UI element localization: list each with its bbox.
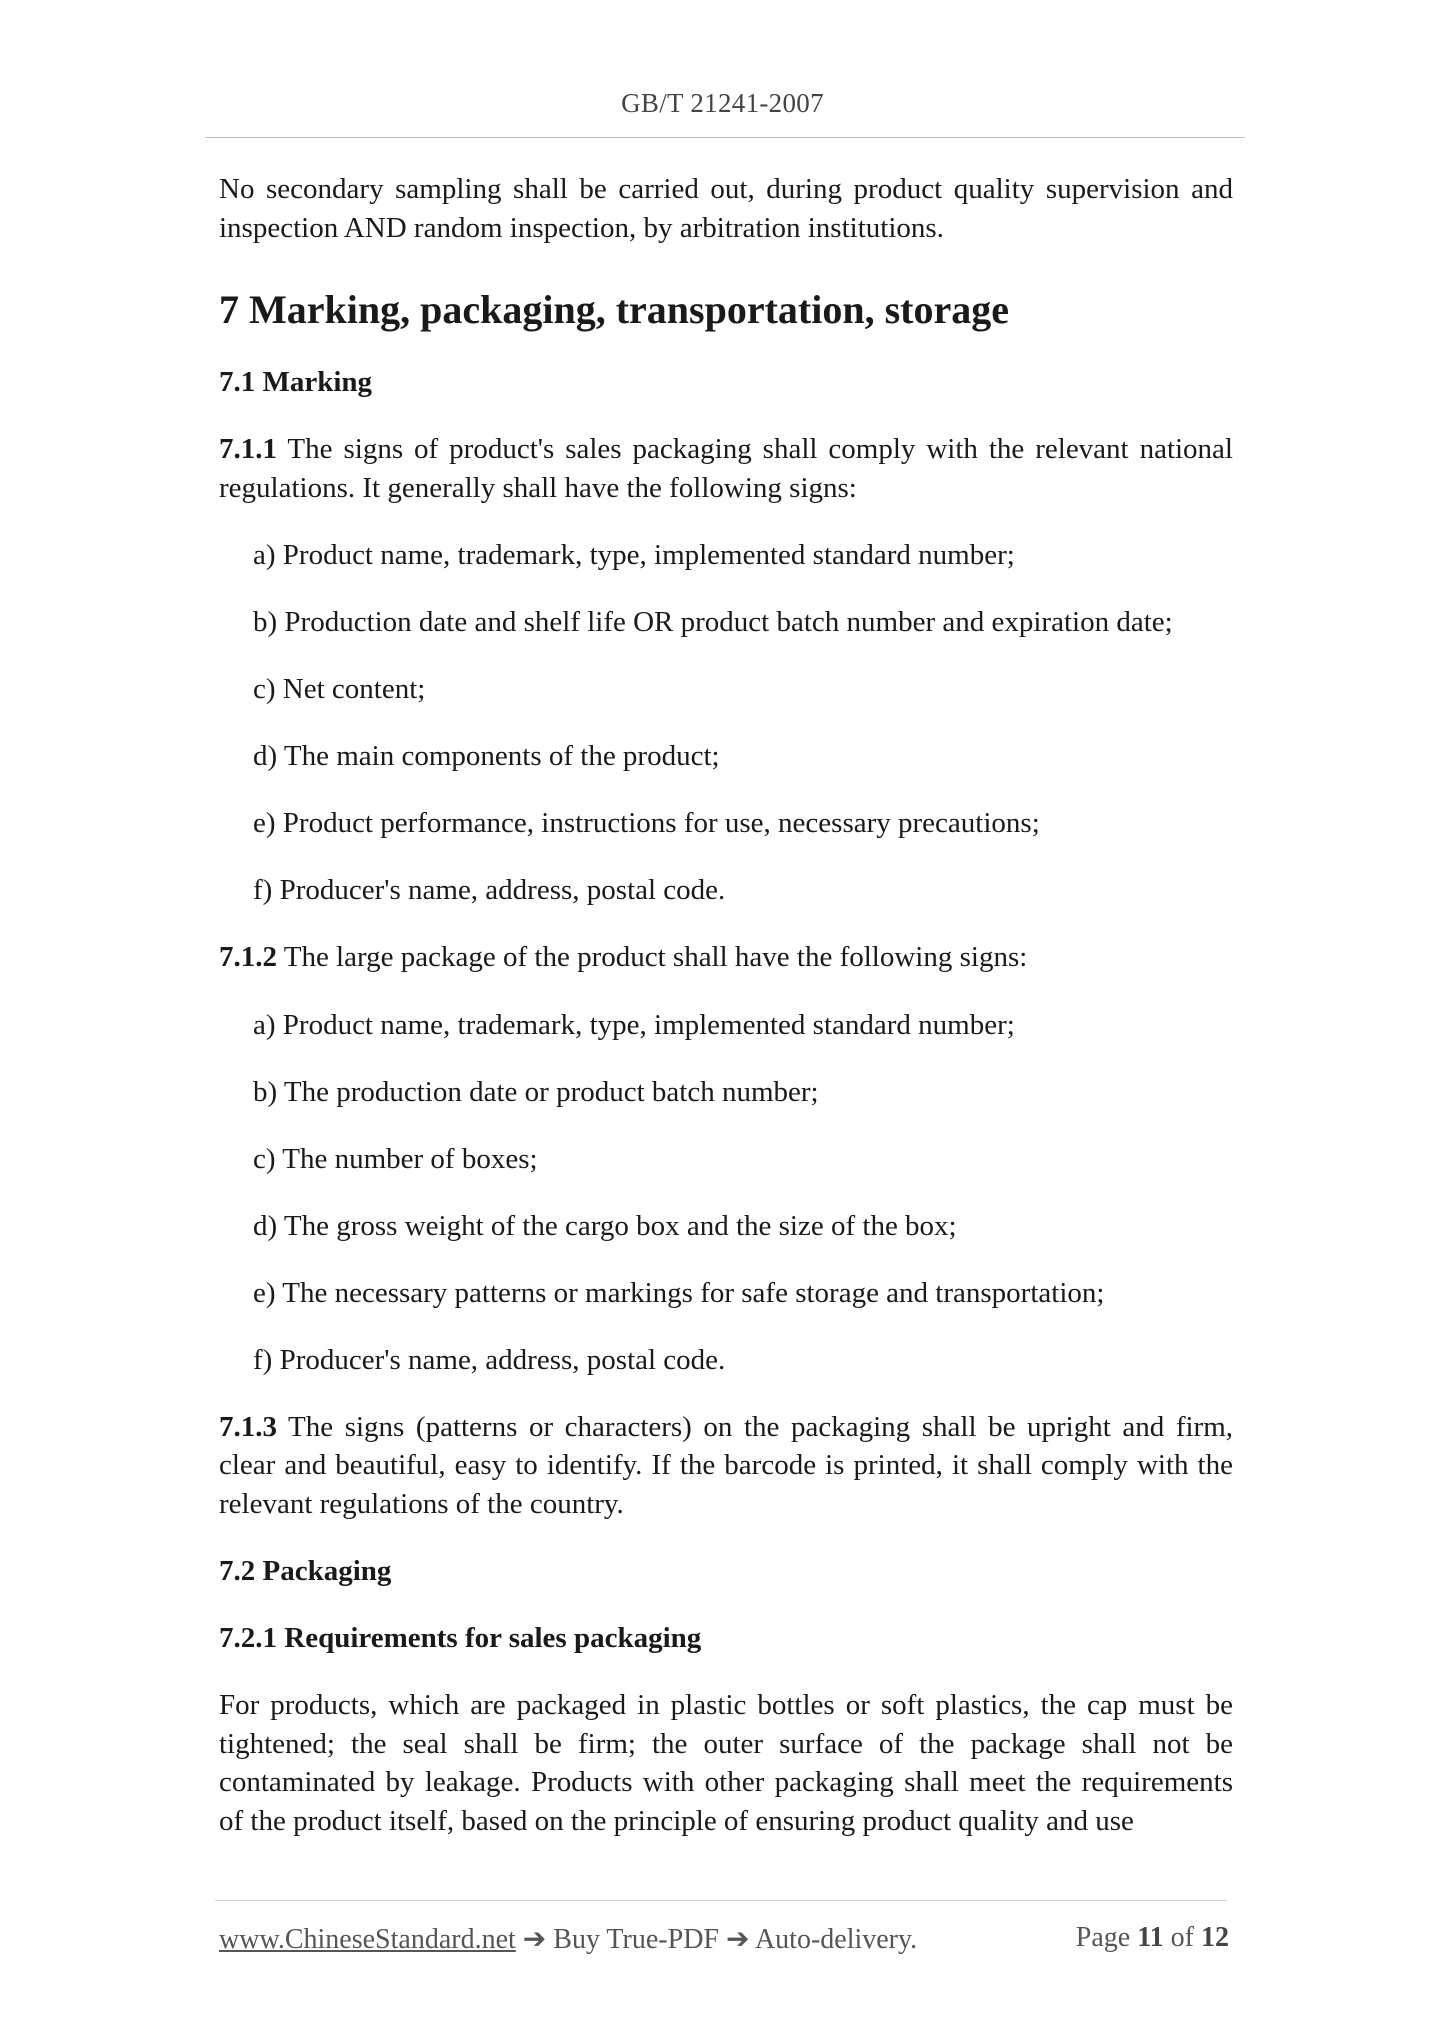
header-divider: [205, 137, 1245, 138]
of-label: of: [1170, 1922, 1194, 1953]
list-item: c) The number of boxes;: [253, 1142, 538, 1175]
arrow-right-icon: ➔: [726, 1924, 750, 1955]
list-item: b) Production date and shelf life OR product batch number and expiration date;: [253, 606, 1173, 638]
page-footer: [219, 1922, 1229, 1956]
list-item: b) The production date or product batch number;: [253, 1075, 819, 1108]
auto-delivery-text: Auto-delivery.: [754, 1924, 918, 1955]
clause-text: The signs (patterns or characters) on the packaging shall be upright and firm, clear and beautiful, easy to identify. If the barcode is printed, it shall comply with the relevant regulations of the country.: [219, 1410, 1233, 1520]
footer-promo: [219, 1922, 917, 1956]
clause-text: The large package of the product shall have the following signs:: [277, 941, 1028, 973]
large-package-sign-list: [219, 1006, 1233, 1379]
clause-number: 7.1.2: [219, 941, 277, 973]
clause-7-1-2: [219, 938, 1233, 977]
clause-text: The signs of product's sales packaging shall comply with the relevant national regulations. It generally shall have the following signs:: [219, 433, 1233, 504]
clause-7-1-3: [219, 1408, 1233, 1524]
list-item: e) Product performance, instructions for use, necessary precautions;: [253, 807, 1040, 839]
clause-number: 7.1.1: [219, 433, 277, 465]
intro-paragraph: No secondary sampling shall be carried out, during product quality supervision and inspection AND random inspection, by arbitration institutions.: [219, 173, 1233, 244]
list-item: c) Net content;: [253, 673, 426, 705]
arrow-right-icon: ➔: [522, 1924, 547, 1955]
footer-divider: [215, 1900, 1227, 1901]
page-total: 12: [1201, 1922, 1229, 1953]
clause-7-1-1: [219, 430, 1233, 507]
section-7-2-heading: 7.2 Packaging: [219, 1555, 392, 1587]
list-item: f) Producer's name, address, postal code.: [253, 1343, 726, 1376]
website-link[interactable]: www.ChineseStandard.net: [219, 1924, 516, 1955]
clause-7-2-1-paragraph: For products, which are packaged in plastic bottles or soft plastics, the cap must be tightened; the seal shall be firm; the outer surface of the package shall not be contaminated by leakage. Products with other packaging shall meet the requirements of the product itself, based on the principle of ensuring product quality and use: [219, 1689, 1233, 1837]
list-item: f) Producer's name, address, postal code.: [253, 874, 726, 906]
section-7-heading: 7 Marking, packaging, transportation, storage: [219, 287, 1009, 332]
page-indicator: [1076, 1922, 1229, 1956]
section-7-2-1-heading: 7.2.1 Requirements for sales packaging: [219, 1622, 702, 1654]
document-header: GB/T 21241-2007: [621, 88, 824, 118]
list-item: d) The gross weight of the cargo box and the size of the box;: [253, 1209, 957, 1242]
page-content: [219, 170, 1233, 1840]
page-number: 11: [1137, 1922, 1164, 1953]
section-7-1-heading: 7.1 Marking: [219, 366, 373, 398]
list-item: e) The necessary patterns or markings for safe storage and transportation;: [253, 1276, 1105, 1309]
buy-pdf-text: Buy True-PDF: [553, 1924, 719, 1955]
list-item: a) Product name, trademark, type, implemented standard number;: [253, 1008, 1015, 1041]
list-item: a) Product name, trademark, type, implemented standard number;: [253, 539, 1015, 571]
clause-number: 7.1.3: [219, 1410, 277, 1443]
sales-package-sign-list: [219, 536, 1233, 909]
list-item: d) The main components of the product;: [253, 740, 720, 772]
page-label: Page: [1075, 1922, 1131, 1953]
